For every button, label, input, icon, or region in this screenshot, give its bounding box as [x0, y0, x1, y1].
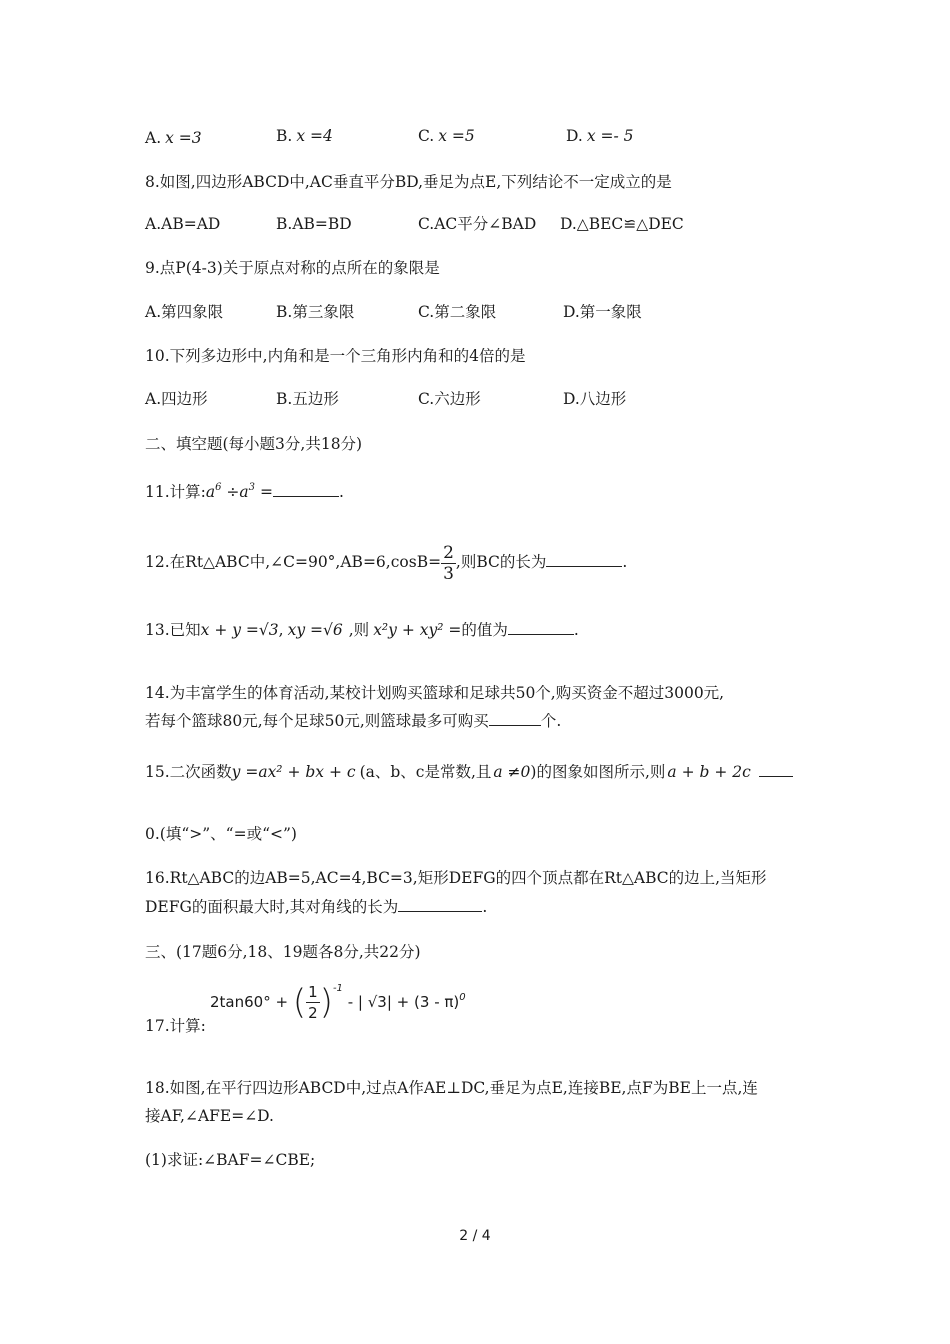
- q8-option-a: A.AB=AD: [145, 215, 221, 233]
- q16-line-1: 16.Rt△ABC的边AB=5,AC=4,BC=3,矩形DEFG的四个顶点都在Rt△ABC的边上,当矩形: [145, 869, 767, 887]
- q7-option-a: A. x =3: [145, 129, 202, 147]
- q14-answer-blank: [489, 711, 541, 726]
- q18-line-2: 接AF,∠AFE=∠D.: [145, 1107, 274, 1125]
- q17-expression: 2tan60° + ( $\frac{1}{2}$ )$^{-1}$ - | √3| + (3 - π)$^0$: [210, 982, 466, 1023]
- q10-option-b: B.五边形: [276, 390, 339, 408]
- q18-part-1: (1)求证:∠BAF=∠CBE;: [145, 1151, 316, 1169]
- q11-answer-blank: [273, 482, 339, 497]
- q12: 12.在Rt△ABC中,∠C=90°,AB=6,cosB= $\frac{2}{3}$ ,则BC的长为 .: [145, 542, 628, 584]
- q13-answer-blank: [508, 620, 574, 635]
- q8-option-c: C.AC平分∠BAD: [418, 215, 537, 233]
- q18-line-1: 18.如图,在平行四边形ABCD中,过点A作AE⊥DC,垂足为点E,连接BE,点F为BE上一点,连: [145, 1079, 758, 1097]
- q8-option-b: B.AB=BD: [276, 215, 352, 233]
- q10-option-a: A.四边形: [145, 390, 208, 408]
- q15-answer-blank: [759, 762, 793, 777]
- q9-stem: 9.点P(4-3)关于原点对称的点所在的象限是: [145, 259, 440, 277]
- q12-answer-blank: [546, 552, 622, 567]
- section-3-heading: 三、(17题6分,18、19题各8分,共22分): [145, 943, 421, 961]
- q14-line-2: 若每个篮球80元,每个足球50元,则篮球最多可购买 个.: [145, 712, 562, 730]
- q17-label: 17.计算:: [145, 1017, 206, 1035]
- section-2-heading: 二、填空题(每小题3分,共18分): [145, 435, 363, 453]
- q8-option-d: D.△BEC≌△DEC: [560, 215, 684, 233]
- q16-line-2: DEFG的面积最大时,其对角线的长为 .: [145, 898, 488, 916]
- q10-stem: 10.下列多边形中,内角和是一个三角形内角和的4倍的是: [145, 347, 526, 365]
- q9-option-b: B.第三象限: [276, 303, 355, 321]
- q9-option-a: A.第四象限: [145, 303, 224, 321]
- q10-option-d: D.八边形: [563, 390, 627, 408]
- q7-option-b: B. x =4: [276, 127, 333, 145]
- q14-line-1: 14.为丰富学生的体育活动,某校计划购买篮球和足球共50个,购买资金不超过3000元,: [145, 684, 725, 702]
- q15-line-1: 15.二次函数y =ax² + bx + c (a、b、c是常数,且 a ≠0)的图象如图所示,则 a + b + 2c: [145, 762, 793, 782]
- q9-option-d: D.第一象限: [563, 303, 642, 321]
- q9-option-c: C.第二象限: [418, 303, 497, 321]
- q13: 13.已知x + y =√3, xy =√6 ,则 x²y + xy² =的值为 .: [145, 621, 579, 639]
- q12-fraction: $\frac{2}{3}$: [443, 542, 454, 584]
- q7-option-c: C. x =5: [418, 127, 475, 145]
- q8-stem: 8.如图,四边形ABCD中,AC垂直平分BD,垂足为点E,下列结论不一定成立的是: [145, 173, 672, 191]
- q16-answer-blank: [398, 897, 482, 912]
- q7-option-d: D. x =- 5: [566, 127, 634, 145]
- page-number: 2 / 4: [459, 1228, 491, 1244]
- q11: 11.计算$:a^6 \div a^3$ = .: [145, 482, 344, 501]
- q15-line-2: 0.(填“>”、“=或“<”): [145, 825, 297, 843]
- q10-option-c: C.六边形: [418, 390, 481, 408]
